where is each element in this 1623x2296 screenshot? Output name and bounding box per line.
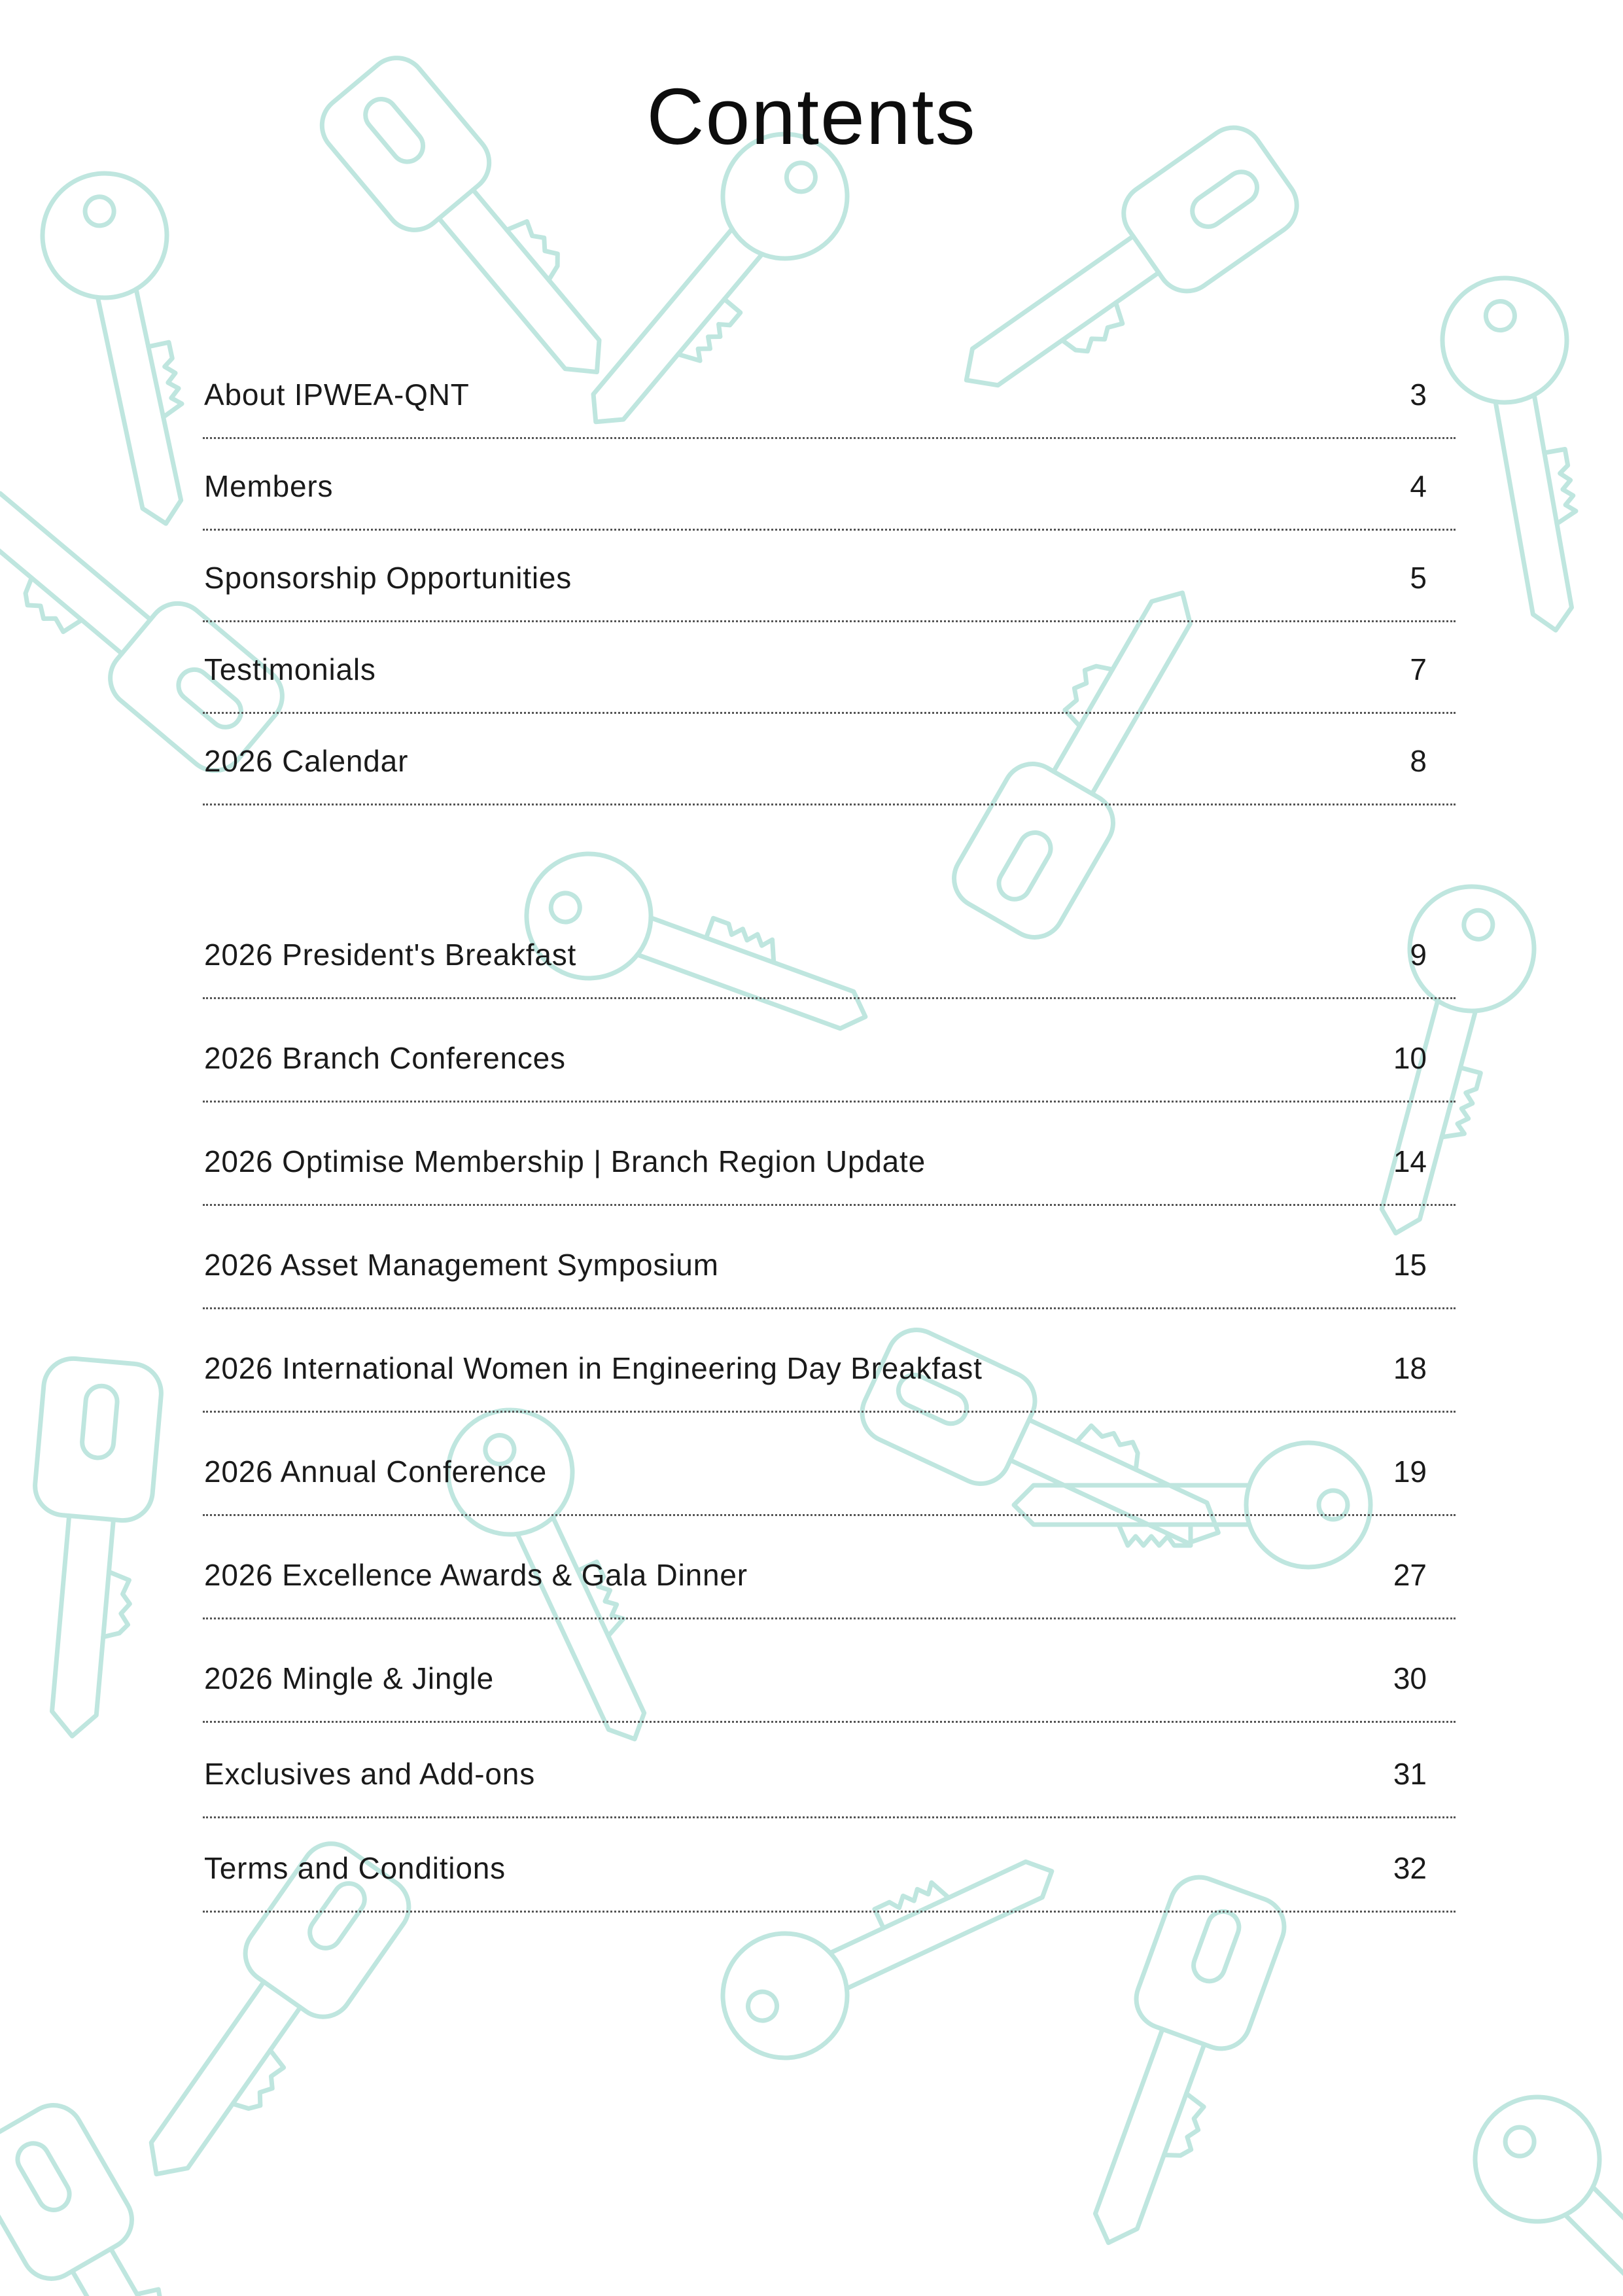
toc-entry-optimise-membership[interactable] — [203, 1101, 1456, 1206]
toc-entry-label: 2026 Annual Conference — [204, 1455, 548, 1489]
toc-entry-page: 4 — [1410, 469, 1427, 503]
toc-entry-label: 2026 Branch Conferences — [204, 1041, 566, 1075]
toc-entry-label: 2026 Calendar — [204, 744, 409, 778]
toc-entry-page: 19 — [1393, 1455, 1427, 1489]
toc-entry-calendar[interactable] — [203, 712, 1456, 805]
toc-entry-label: Sponsorship Opportunities — [204, 561, 572, 595]
toc-entry-page: 10 — [1393, 1041, 1427, 1075]
toc-entry-page: 5 — [1410, 561, 1427, 595]
toc-entry-terms[interactable] — [203, 1816, 1456, 1913]
toc-entry-page: 32 — [1393, 1851, 1427, 1885]
toc-entry-mingle-jingle[interactable] — [203, 1617, 1456, 1723]
toc-entry-label: 2026 Mingle & Jingle — [204, 1661, 495, 1695]
toc-entry-label: 2026 President's Breakfast — [204, 938, 577, 972]
toc-entry-about[interactable] — [203, 353, 1456, 439]
toc-entry-sponsorship[interactable] — [203, 529, 1456, 622]
toc-entry-page: 3 — [1410, 378, 1427, 412]
toc-entry-page: 9 — [1410, 938, 1427, 972]
toc-entry-label: 2026 Optimise Membership | Branch Region Update — [204, 1144, 926, 1178]
toc-entry-label: Terms and Conditions — [204, 1851, 506, 1885]
toc-entry-exclusives[interactable] — [203, 1721, 1456, 1818]
toc-entry-label: About IPWEA-QNT — [204, 378, 470, 412]
toc-entry-label: 2026 Excellence Awards & Gala Dinner — [204, 1558, 748, 1592]
toc-entry-women-in-engineering[interactable] — [203, 1307, 1456, 1413]
toc-entry-members[interactable] — [203, 437, 1456, 531]
toc-entry-page: 14 — [1393, 1144, 1427, 1178]
toc-entry-page: 31 — [1393, 1757, 1427, 1791]
toc-entry-asset-management[interactable] — [203, 1204, 1456, 1309]
toc-entry-page: 15 — [1393, 1248, 1427, 1282]
toc-entry-label: Members — [204, 469, 334, 503]
toc-entry-label: 2026 Asset Management Symposium — [204, 1248, 719, 1282]
toc-entry-branch-conferences[interactable] — [203, 997, 1456, 1103]
toc-entry-page: 18 — [1393, 1351, 1427, 1385]
page-title: Contents — [646, 72, 977, 161]
toc-entry-page: 8 — [1410, 744, 1427, 778]
toc-entry-presidents-breakfast[interactable] — [203, 903, 1456, 999]
toc-entry-testimonials[interactable] — [203, 620, 1456, 714]
toc-entry-page: 7 — [1410, 652, 1427, 686]
toc-entry-annual-conference[interactable] — [203, 1411, 1456, 1516]
toc-entry-page: 27 — [1393, 1558, 1427, 1592]
toc-entry-excellence-awards[interactable] — [203, 1514, 1456, 1619]
toc-entry-label: 2026 International Women in Engineering Day Breakfast — [204, 1351, 983, 1385]
toc-entry-page: 30 — [1393, 1661, 1427, 1695]
toc-entry-label: Testimonials — [204, 652, 376, 686]
toc-entry-label: Exclusives and Add-ons — [204, 1757, 535, 1791]
